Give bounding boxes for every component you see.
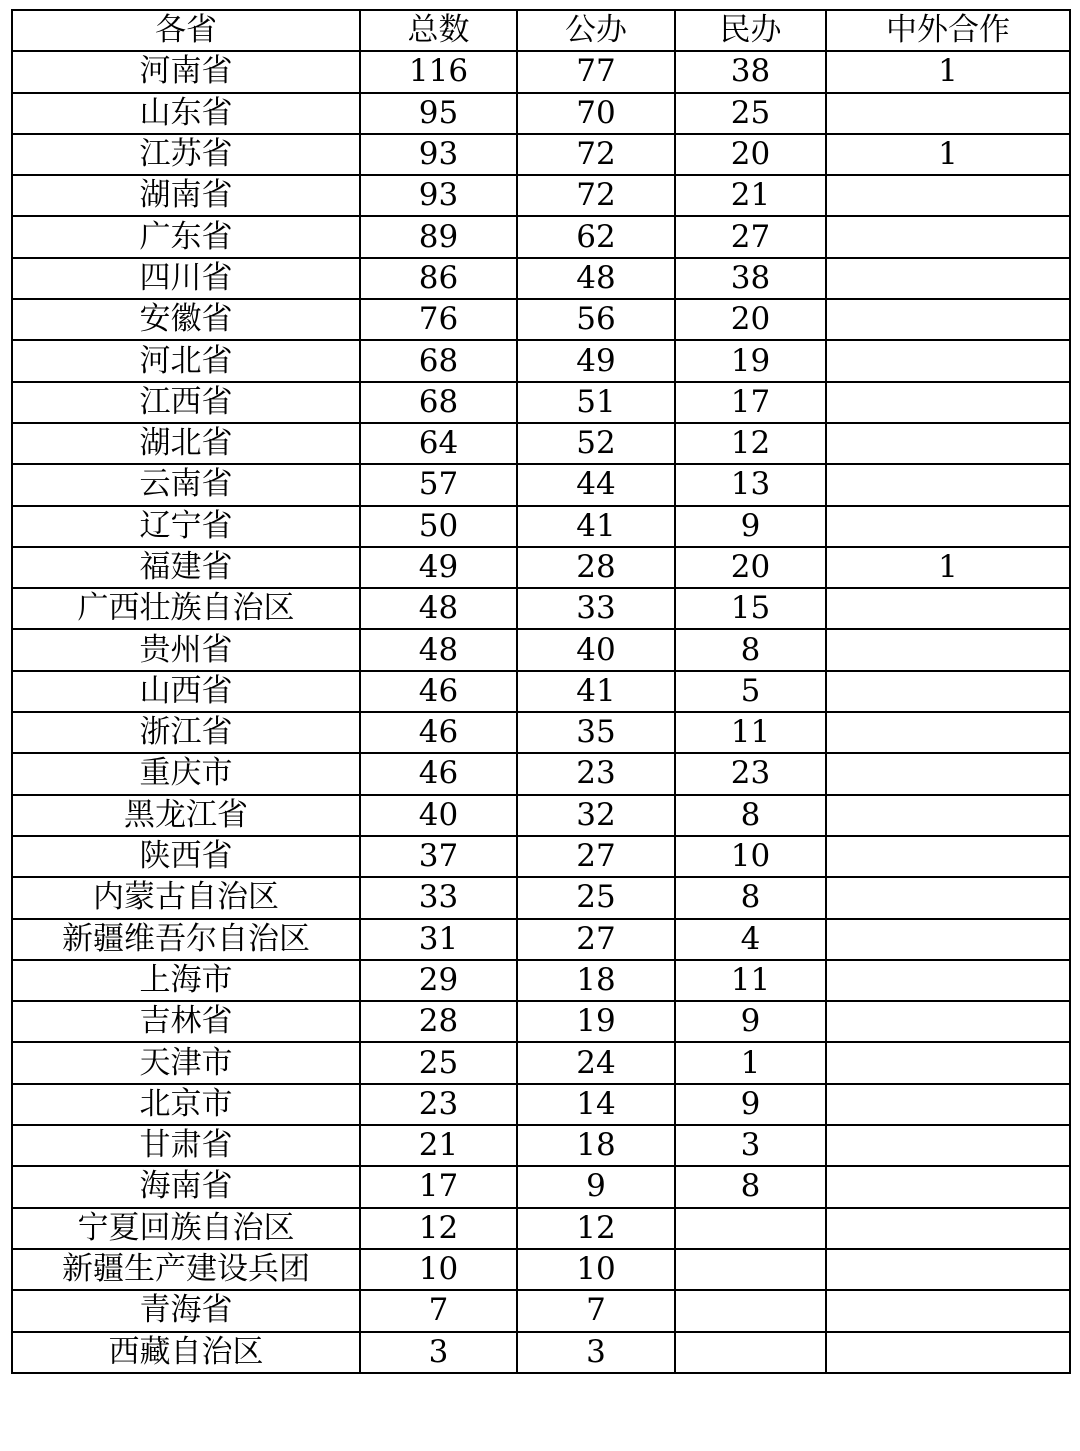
- cell-total: 23: [360, 1084, 517, 1125]
- cell-total: 48: [360, 588, 517, 629]
- cell-sino-foreign: [826, 1042, 1070, 1083]
- table-row: [12, 93, 1070, 134]
- cell-province: 安徽省: [12, 299, 360, 340]
- cell-total: 7: [360, 1290, 517, 1331]
- table-row: [12, 836, 1070, 877]
- cell-public: 19: [517, 1001, 675, 1042]
- table-row: [12, 506, 1070, 547]
- table-row: [12, 175, 1070, 216]
- cell-public: 70: [517, 93, 675, 134]
- cell-private: 20: [675, 547, 826, 588]
- cell-sino-foreign: [826, 671, 1070, 712]
- cell-sino-foreign: [826, 960, 1070, 1001]
- cell-province: 新疆维吾尔自治区: [12, 919, 360, 960]
- cell-private: 21: [675, 175, 826, 216]
- cell-sino-foreign: [826, 877, 1070, 918]
- cell-private: [675, 1332, 826, 1373]
- table-row: [12, 216, 1070, 257]
- cell-province: 福建省: [12, 547, 360, 588]
- table-row: [12, 877, 1070, 918]
- cell-province: 山西省: [12, 671, 360, 712]
- cell-sino-foreign: [826, 919, 1070, 960]
- table-row: [12, 382, 1070, 423]
- cell-total: 95: [360, 93, 517, 134]
- cell-province: 广东省: [12, 216, 360, 257]
- cell-sino-foreign: 1: [826, 547, 1070, 588]
- cell-total: 57: [360, 464, 517, 505]
- cell-province: 云南省: [12, 464, 360, 505]
- cell-public: 10: [517, 1249, 675, 1290]
- table-row: [12, 1084, 1070, 1125]
- cell-sino-foreign: [826, 836, 1070, 877]
- table-row: [12, 51, 1070, 92]
- cell-private: 8: [675, 877, 826, 918]
- cell-private: 15: [675, 588, 826, 629]
- cell-province: 内蒙古自治区: [12, 877, 360, 918]
- cell-sino-foreign: [826, 506, 1070, 547]
- table-row: [12, 1001, 1070, 1042]
- cell-private: 3: [675, 1125, 826, 1166]
- cell-private: 1: [675, 1042, 826, 1083]
- cell-total: 68: [360, 382, 517, 423]
- table-row: [12, 134, 1070, 175]
- cell-province: 湖南省: [12, 175, 360, 216]
- cell-province: 浙江省: [12, 712, 360, 753]
- cell-total: 3: [360, 1332, 517, 1373]
- table-row: [12, 588, 1070, 629]
- table-row: [12, 1249, 1070, 1290]
- cell-total: 17: [360, 1166, 517, 1207]
- cell-sino-foreign: [826, 216, 1070, 257]
- cell-total: 68: [360, 340, 517, 381]
- cell-sino-foreign: [826, 712, 1070, 753]
- cell-province: 西藏自治区: [12, 1332, 360, 1373]
- cell-public: 24: [517, 1042, 675, 1083]
- cell-total: 64: [360, 423, 517, 464]
- cell-sino-foreign: [826, 753, 1070, 794]
- cell-private: 8: [675, 629, 826, 670]
- cell-private: 17: [675, 382, 826, 423]
- cell-total: 76: [360, 299, 517, 340]
- cell-total: 46: [360, 712, 517, 753]
- cell-private: 8: [675, 1166, 826, 1207]
- cell-province: 青海省: [12, 1290, 360, 1331]
- table-row: [12, 1290, 1070, 1331]
- cell-total: 116: [360, 51, 517, 92]
- table-row: [12, 671, 1070, 712]
- table-row: [12, 960, 1070, 1001]
- cell-sino-foreign: 1: [826, 51, 1070, 92]
- header-private: 民办: [675, 10, 826, 51]
- cell-public: 56: [517, 299, 675, 340]
- cell-province: 江苏省: [12, 134, 360, 175]
- table-row: [12, 258, 1070, 299]
- cell-sino-foreign: [826, 258, 1070, 299]
- cell-public: 48: [517, 258, 675, 299]
- cell-total: 12: [360, 1208, 517, 1249]
- cell-sino-foreign: [826, 340, 1070, 381]
- cell-sino-foreign: [826, 588, 1070, 629]
- cell-province: 贵州省: [12, 629, 360, 670]
- cell-province: 黑龙江省: [12, 795, 360, 836]
- cell-public: 27: [517, 919, 675, 960]
- cell-public: 27: [517, 836, 675, 877]
- cell-private: 11: [675, 712, 826, 753]
- cell-sino-foreign: [826, 1166, 1070, 1207]
- cell-sino-foreign: [826, 1001, 1070, 1042]
- cell-public: 72: [517, 175, 675, 216]
- table-row: [12, 1208, 1070, 1249]
- cell-sino-foreign: [826, 1332, 1070, 1373]
- cell-sino-foreign: [826, 1084, 1070, 1125]
- cell-public: 12: [517, 1208, 675, 1249]
- cell-sino-foreign: [826, 1208, 1070, 1249]
- cell-private: 9: [675, 506, 826, 547]
- cell-province: 辽宁省: [12, 506, 360, 547]
- cell-province: 天津市: [12, 1042, 360, 1083]
- cell-sino-foreign: [826, 299, 1070, 340]
- cell-public: 49: [517, 340, 675, 381]
- cell-private: [675, 1208, 826, 1249]
- cell-province: 重庆市: [12, 753, 360, 794]
- cell-total: 40: [360, 795, 517, 836]
- cell-public: 25: [517, 877, 675, 918]
- cell-private: 10: [675, 836, 826, 877]
- cell-sino-foreign: [826, 382, 1070, 423]
- cell-private: 4: [675, 919, 826, 960]
- cell-private: [675, 1290, 826, 1331]
- cell-total: 93: [360, 175, 517, 216]
- table-row: [12, 629, 1070, 670]
- header-sino-foreign: 中外合作: [826, 10, 1070, 51]
- cell-sino-foreign: [826, 795, 1070, 836]
- cell-total: 86: [360, 258, 517, 299]
- cell-province: 北京市: [12, 1084, 360, 1125]
- cell-total: 46: [360, 671, 517, 712]
- cell-sino-foreign: [826, 1290, 1070, 1331]
- cell-private: 20: [675, 299, 826, 340]
- cell-public: 44: [517, 464, 675, 505]
- cell-total: 93: [360, 134, 517, 175]
- cell-private: 20: [675, 134, 826, 175]
- cell-province: 河南省: [12, 51, 360, 92]
- cell-private: 25: [675, 93, 826, 134]
- cell-province: 新疆生产建设兵团: [12, 1249, 360, 1290]
- cell-sino-foreign: [826, 1125, 1070, 1166]
- cell-total: 21: [360, 1125, 517, 1166]
- cell-private: 23: [675, 753, 826, 794]
- cell-total: 28: [360, 1001, 517, 1042]
- cell-private: 27: [675, 216, 826, 257]
- cell-province: 海南省: [12, 1166, 360, 1207]
- cell-sino-foreign: [826, 423, 1070, 464]
- cell-sino-foreign: [826, 175, 1070, 216]
- cell-total: 10: [360, 1249, 517, 1290]
- cell-total: 50: [360, 506, 517, 547]
- cell-public: 40: [517, 629, 675, 670]
- table-row: [12, 1166, 1070, 1207]
- table-row: [12, 919, 1070, 960]
- cell-public: 51: [517, 382, 675, 423]
- cell-province: 陕西省: [12, 836, 360, 877]
- cell-province: 宁夏回族自治区: [12, 1208, 360, 1249]
- cell-private: 13: [675, 464, 826, 505]
- cell-private: 11: [675, 960, 826, 1001]
- table-row: [12, 340, 1070, 381]
- table-row: [12, 299, 1070, 340]
- cell-public: 62: [517, 216, 675, 257]
- table-row: [12, 795, 1070, 836]
- cell-private: 5: [675, 671, 826, 712]
- cell-sino-foreign: 1: [826, 134, 1070, 175]
- cell-public: 72: [517, 134, 675, 175]
- cell-public: 7: [517, 1290, 675, 1331]
- table-row: [12, 753, 1070, 794]
- cell-total: 37: [360, 836, 517, 877]
- cell-public: 28: [517, 547, 675, 588]
- cell-province: 河北省: [12, 340, 360, 381]
- table-body: [12, 51, 1070, 1373]
- cell-public: 41: [517, 506, 675, 547]
- cell-private: 8: [675, 795, 826, 836]
- table-row: [12, 547, 1070, 588]
- cell-province: 吉林省: [12, 1001, 360, 1042]
- cell-sino-foreign: [826, 464, 1070, 505]
- cell-total: 49: [360, 547, 517, 588]
- table-row: [12, 1125, 1070, 1166]
- table-row: [12, 712, 1070, 753]
- cell-private: 9: [675, 1001, 826, 1042]
- cell-sino-foreign: [826, 629, 1070, 670]
- cell-public: 9: [517, 1166, 675, 1207]
- header-row: [12, 10, 1070, 51]
- header-province: 各省: [12, 10, 360, 51]
- cell-total: 33: [360, 877, 517, 918]
- cell-private: 38: [675, 258, 826, 299]
- table-row: [12, 464, 1070, 505]
- cell-total: 31: [360, 919, 517, 960]
- cell-total: 29: [360, 960, 517, 1001]
- cell-public: 35: [517, 712, 675, 753]
- cell-sino-foreign: [826, 1249, 1070, 1290]
- cell-province: 湖北省: [12, 423, 360, 464]
- cell-total: 25: [360, 1042, 517, 1083]
- table-row: [12, 1332, 1070, 1373]
- cell-public: 32: [517, 795, 675, 836]
- cell-public: 77: [517, 51, 675, 92]
- cell-province: 广西壮族自治区: [12, 588, 360, 629]
- cell-public: 18: [517, 1125, 675, 1166]
- cell-province: 四川省: [12, 258, 360, 299]
- cell-public: 14: [517, 1084, 675, 1125]
- cell-public: 52: [517, 423, 675, 464]
- cell-province: 上海市: [12, 960, 360, 1001]
- header-public: 公办: [517, 10, 675, 51]
- cell-public: 18: [517, 960, 675, 1001]
- cell-province: 江西省: [12, 382, 360, 423]
- table-row: [12, 423, 1070, 464]
- cell-total: 46: [360, 753, 517, 794]
- cell-total: 48: [360, 629, 517, 670]
- cell-private: 38: [675, 51, 826, 92]
- cell-public: 3: [517, 1332, 675, 1373]
- cell-private: 19: [675, 340, 826, 381]
- table-header: [12, 10, 1070, 51]
- cell-province: 山东省: [12, 93, 360, 134]
- cell-public: 23: [517, 753, 675, 794]
- cell-public: 33: [517, 588, 675, 629]
- cell-province: 甘肃省: [12, 1125, 360, 1166]
- cell-private: 9: [675, 1084, 826, 1125]
- header-total: 总数: [360, 10, 517, 51]
- cell-private: [675, 1249, 826, 1290]
- cell-public: 41: [517, 671, 675, 712]
- cell-private: 12: [675, 423, 826, 464]
- province-stats-table: [11, 9, 1071, 1374]
- table-row: [12, 1042, 1070, 1083]
- cell-sino-foreign: [826, 93, 1070, 134]
- cell-total: 89: [360, 216, 517, 257]
